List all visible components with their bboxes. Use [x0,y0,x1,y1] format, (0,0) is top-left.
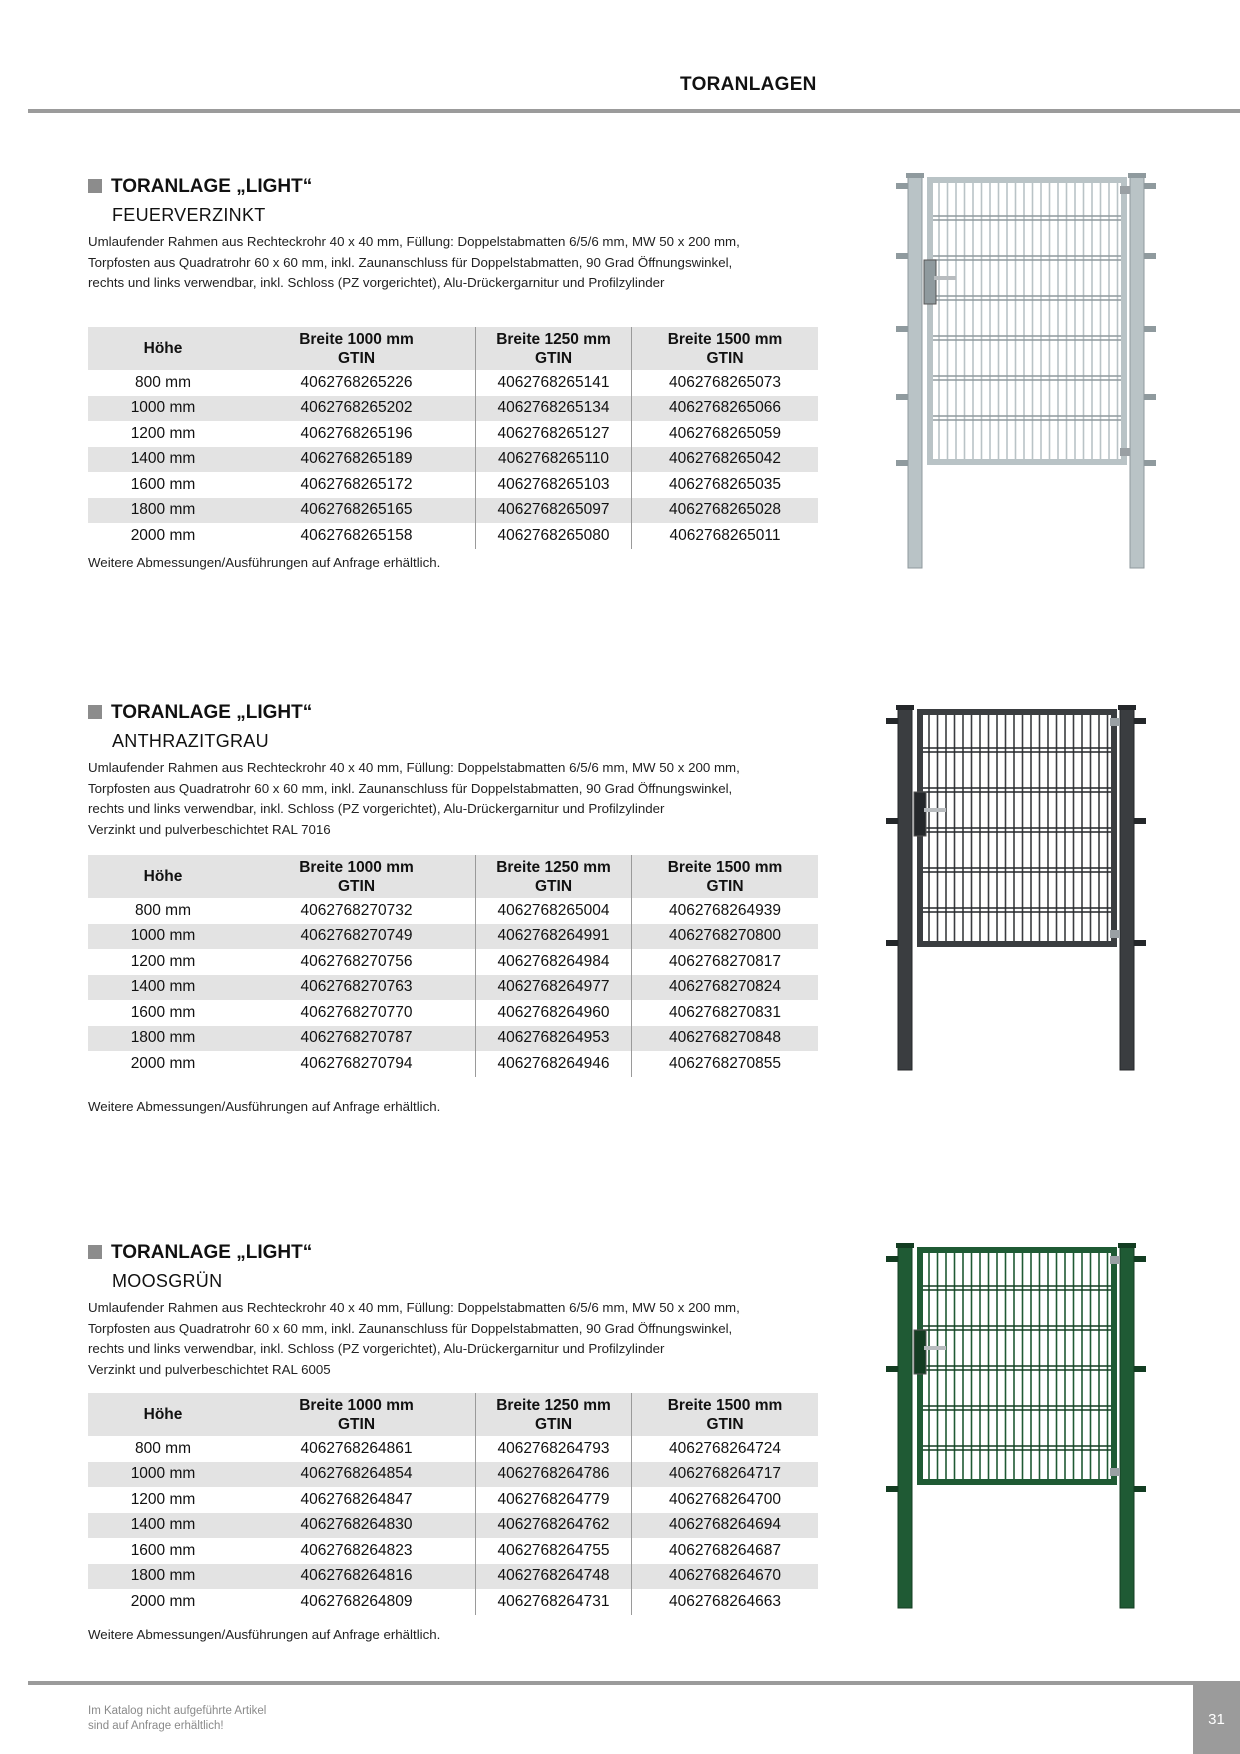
page-number: 31 [1193,1685,1240,1754]
section-description: Umlaufender Rahmen aus Rechteckrohr 40 x 40 mm, Füllung: Doppelstabmatten 6/5/6 mm, MW 50 x 200 mm, Torpfosten aus Quadratrohr 60 x 60 mm, inkl. Zaunanschluss für Doppelstabmatten, 90 Grad Öffnungswinkel, rechts und links verwendbar, inkl. Schloss (PZ vorgerichtet), Alu-Drückergarnitur und Profilzylinder Verzinkt und pulverbeschichtet RAL 7016 [88,760,740,837]
header-divider [28,109,1240,113]
table-row: 1800 mm 4062768264816 4062768264748 4062768264670 [88,1564,818,1590]
section-subtitle: MOOSGRÜN [112,1271,223,1291]
section-title: TORANLAGE „LIGHT“ [88,702,312,724]
page-header-title: TORANLAGEN [680,74,817,95]
header-width-1000: Breite 1000 mm GTIN [238,1393,476,1436]
table-row: 1600 mm 4062768265172 4062768265103 4062768265035 [88,472,818,498]
table-row: 1800 mm 4062768270787 4062768264953 4062768270848 [88,1026,818,1052]
table-row: 1200 mm 4062768270756 4062768264984 4062768270817 [88,949,818,975]
bullet-square-icon [88,1245,102,1259]
section-title: TORANLAGE „LIGHT“ [88,176,312,198]
table-row: 1600 mm 4062768270770 4062768264960 4062768270831 [88,1000,818,1026]
footer-note: Im Katalog nicht aufgeführte Artikel sind auf Anfrage erhältlich! [88,1705,267,1732]
table-header-row [88,327,818,370]
product-section-moss-green [88,1242,816,1662]
table-row: 1400 mm 4062768264830 4062768264762 4062768264694 [88,1513,818,1539]
header-width-1000: Breite 1000 mm GTIN [238,855,476,898]
table-row: 800 mm 4062768264861 4062768264793 4062768264724 [88,1436,818,1462]
table-header-row [88,1393,818,1436]
header-height: Höhe [88,855,238,898]
header-height: Höhe [88,1393,238,1436]
table-row: 1200 mm 4062768264847 4062768264779 4062768264700 [88,1487,818,1513]
gate-galvanized-image-drawing [880,168,1210,588]
header-width-1500: Breite 1500 mm GTIN [632,1393,819,1436]
gate-anthracite-image-drawing [870,700,1200,1120]
bullet-square-icon [88,179,102,193]
table-row: 2000 mm 4062768270794 4062768264946 4062768270855 [88,1051,818,1077]
product-section-galvanized [88,176,816,576]
gate-moss-green-image [870,1238,1200,1658]
availability-note: Weitere Abmessungen/Ausführungen auf Anfrage erhältlich. [88,555,441,570]
table-row: 2000 mm 4062768265158 4062768265080 4062768265011 [88,523,818,549]
header-width-1000: Breite 1000 mm GTIN [238,327,476,370]
table-row: 1400 mm 4062768265189 4062768265110 4062768265042 [88,447,818,473]
table-header-row [88,855,818,898]
table-row: 1000 mm 4062768265202 4062768265134 4062768265066 [88,396,818,422]
section-subtitle: ANTHRAZITGRAU [112,731,269,751]
table-row: 1000 mm 4062768270749 4062768264991 4062768270800 [88,924,818,950]
header-width-1500: Breite 1500 mm GTIN [632,327,819,370]
gate-anthracite-image [870,700,1200,1120]
table-row: 800 mm 4062768270732 4062768265004 4062768264939 [88,898,818,924]
footer-divider [28,1681,1240,1685]
bullet-square-icon [88,705,102,719]
header-height: Höhe [88,327,238,370]
table-row: 2000 mm 4062768264809 4062768264731 4062768264663 [88,1589,818,1615]
table-row: 1800 mm 4062768265165 4062768265097 4062768265028 [88,498,818,524]
gtin-table [88,327,818,549]
availability-note: Weitere Abmessungen/Ausführungen auf Anfrage erhältlich. [88,1627,441,1642]
header-width-1500: Breite 1500 mm GTIN [632,855,819,898]
availability-note: Weitere Abmessungen/Ausführungen auf Anfrage erhältlich. [88,1099,441,1114]
gate-galvanized-image [880,168,1210,588]
table-row: 1600 mm 4062768264823 4062768264755 4062768264687 [88,1538,818,1564]
gtin-table [88,1393,818,1615]
header-width-1250: Breite 1250 mm GTIN [476,855,632,898]
gate-moss-green-image-drawing [870,1238,1200,1658]
table-row: 800 mm 4062768265226 4062768265141 4062768265073 [88,370,818,396]
header-width-1250: Breite 1250 mm GTIN [476,1393,632,1436]
gtin-table [88,855,818,1077]
table-row: 1000 mm 4062768264854 4062768264786 4062768264717 [88,1462,818,1488]
product-section-anthracite [88,702,816,1122]
section-title: TORANLAGE „LIGHT“ [88,1242,312,1264]
table-row: 1400 mm 4062768270763 4062768264977 4062768270824 [88,975,818,1001]
section-description: Umlaufender Rahmen aus Rechteckrohr 40 x 40 mm, Füllung: Doppelstabmatten 6/5/6 mm, MW 50 x 200 mm, Torpfosten aus Quadratrohr 60 x 60 mm, inkl. Zaunanschluss für Doppelstabmatten, 90 Grad Öffnungswinkel, rechts und links verwendbar, inkl. Schloss (PZ vorgerichtet), Alu-Drückergarnitur und Profilzylinder Verzinkt und pulverbeschichtet RAL 6005 [88,1300,740,1377]
section-subtitle: FEUERVERZINKT [112,205,266,225]
header-width-1250: Breite 1250 mm GTIN [476,327,632,370]
section-description: Umlaufender Rahmen aus Rechteckrohr 40 x 40 mm, Füllung: Doppelstabmatten 6/5/6 mm, MW 50 x 200 mm, Torpfosten aus Quadratrohr 60 x 60 mm, inkl. Zaunanschluss für Doppelstabmatten, 90 Grad Öffnungswinkel, rechts und links verwendbar, inkl. Schloss (PZ vorgerichtet), Alu-Drückergarnitur und Profilzylinder [88,234,740,290]
table-row: 1200 mm 4062768265196 4062768265127 4062768265059 [88,421,818,447]
